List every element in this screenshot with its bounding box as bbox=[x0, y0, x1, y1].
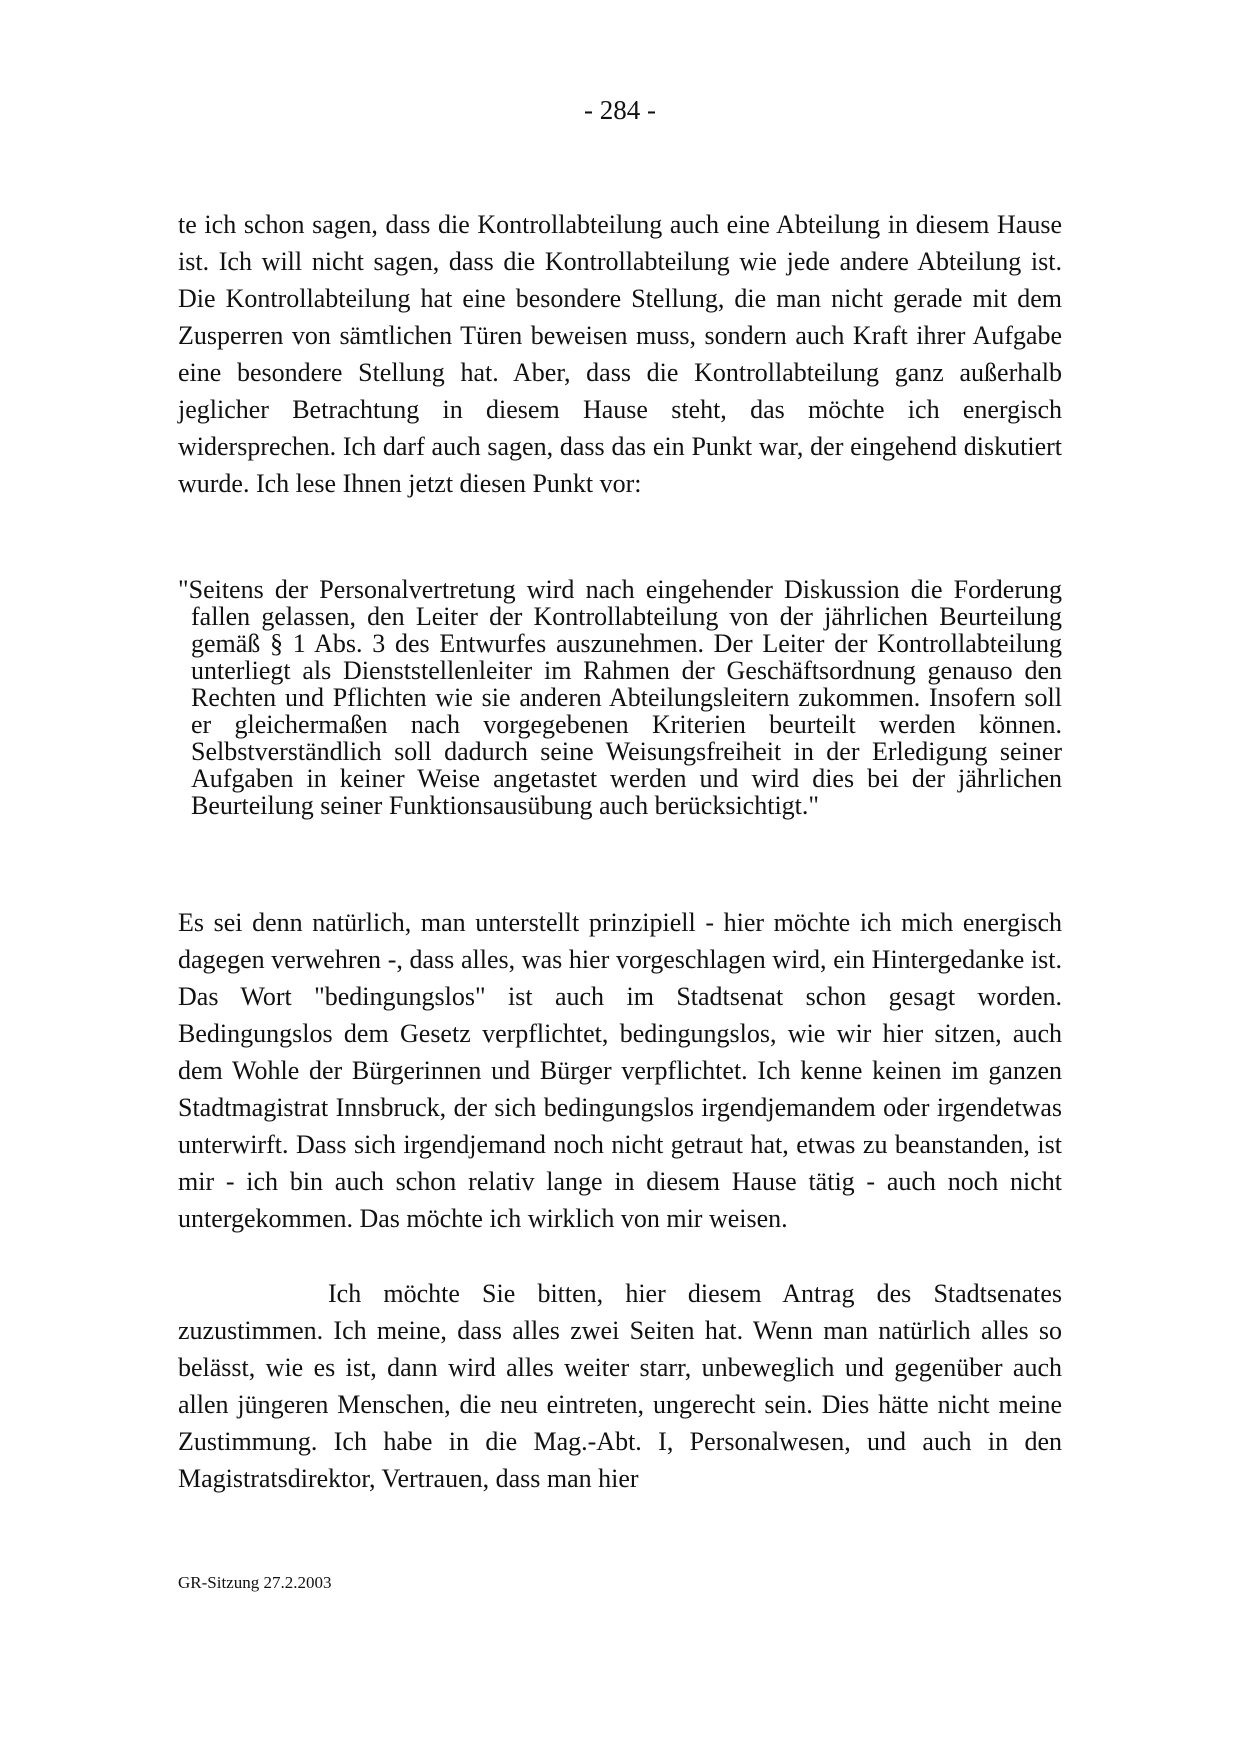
body-paragraph: te ich schon sagen, dass die Kontrollabteilung auch eine Abteilung in diesem Hause ist. Ich will nicht sagen, dass die Kontrollabteilung wie jede andere Abteilung ist. Die Kontrollabteilung hat eine besondere Stellung, die man nicht gerade mit dem Zusperren von sämtlichen Türen beweisen muss, sondern auch Kraft ihrer Aufgabe eine besondere Stellung hat. Aber, dass die Kontrollabteilung ganz außerhalb jeglicher Betrachtung in diesem Hause steht, das möchte ich energisch widersprechen. Ich darf auch sagen, dass das ein Punkt war, der eingehend diskutiert wurde. Ich lese Ihnen jetzt diesen Punkt vor: bbox=[178, 210, 1062, 498]
body-paragraph: Ich möchte Sie bitten, hier diesem Antrag des Stadtsenates zuzustimmen. Ich meine, dass alles zwei Seiten hat. Wenn man natürlich alles so belässt, wie es ist, dann wird alles weiter starr, unbeweglich und gegenüber auch allen jüngeren Menschen, die neu eintreten, ungerecht sein. Dies hätte nicht meine Zustimmung. Ich habe in die Mag.-Abt. I, Personalwesen, und auch in den Magistratsdirektor, Vertrauen, dass man hier bbox=[178, 1279, 1062, 1493]
block-quote: "Seitens der Personalvertretung wird nach eingehender Diskussion die Forderung fallen gelassen, den Leiter der Kontrollabteilung von der jährlichen Beurteilung gemäß § 1 Abs. 3 des Entwurfes auszunehmen. Der Leiter der Kontrollabteilung unterliegt als Dienststellenleiter im Rahmen der Geschäftsordnung genauso den Rechten und Pflichten wie sie anderen Abteilungsleitern zukommen. Insofern soll er gleichermaßen nach vorgegebenen Kriterien beurteilt werden können. Selbstverständlich soll dadurch seine Weisungsfreiheit in der Erledigung seiner Aufgaben in keiner Weise angetastet werden und wird dies bei der jährlichen Beurteilung seiner Funktionsausübung auch berücksichtigt." bbox=[178, 575, 1062, 820]
body-paragraph: Es sei denn natürlich, man unterstellt prinzipiell - hier möchte ich mich energisch dagegen verwehren -, dass alles, was hier vorgeschlagen wird, ein Hintergedanke ist. Das Wort "bedingungslos" ist auch im Stadtsenat schon gesagt worden. Bedingungslos dem Gesetz verpflichtet, bedingungslos, wie wir hier sitzen, auch dem Wohle der Bürgerinnen und Bürger verpflichtet. Ich kenne keinen im ganzen Stadtmagistrat Innsbruck, der sich bedingungslos irgendjemandem oder irgendetwas unterwirft. Dass sich irgendjemand noch nicht getraut hat, etwas zu beanstanden, ist mir - ich bin auch schon relativ lange in diesem Hause tätig - auch noch nicht untergekommen. Das möchte ich wirklich von mir weisen. bbox=[178, 908, 1062, 1233]
page-number: - 284 - bbox=[584, 95, 656, 125]
footer-session-label: GR-Sitzung 27.2.2003 bbox=[178, 1573, 332, 1592]
